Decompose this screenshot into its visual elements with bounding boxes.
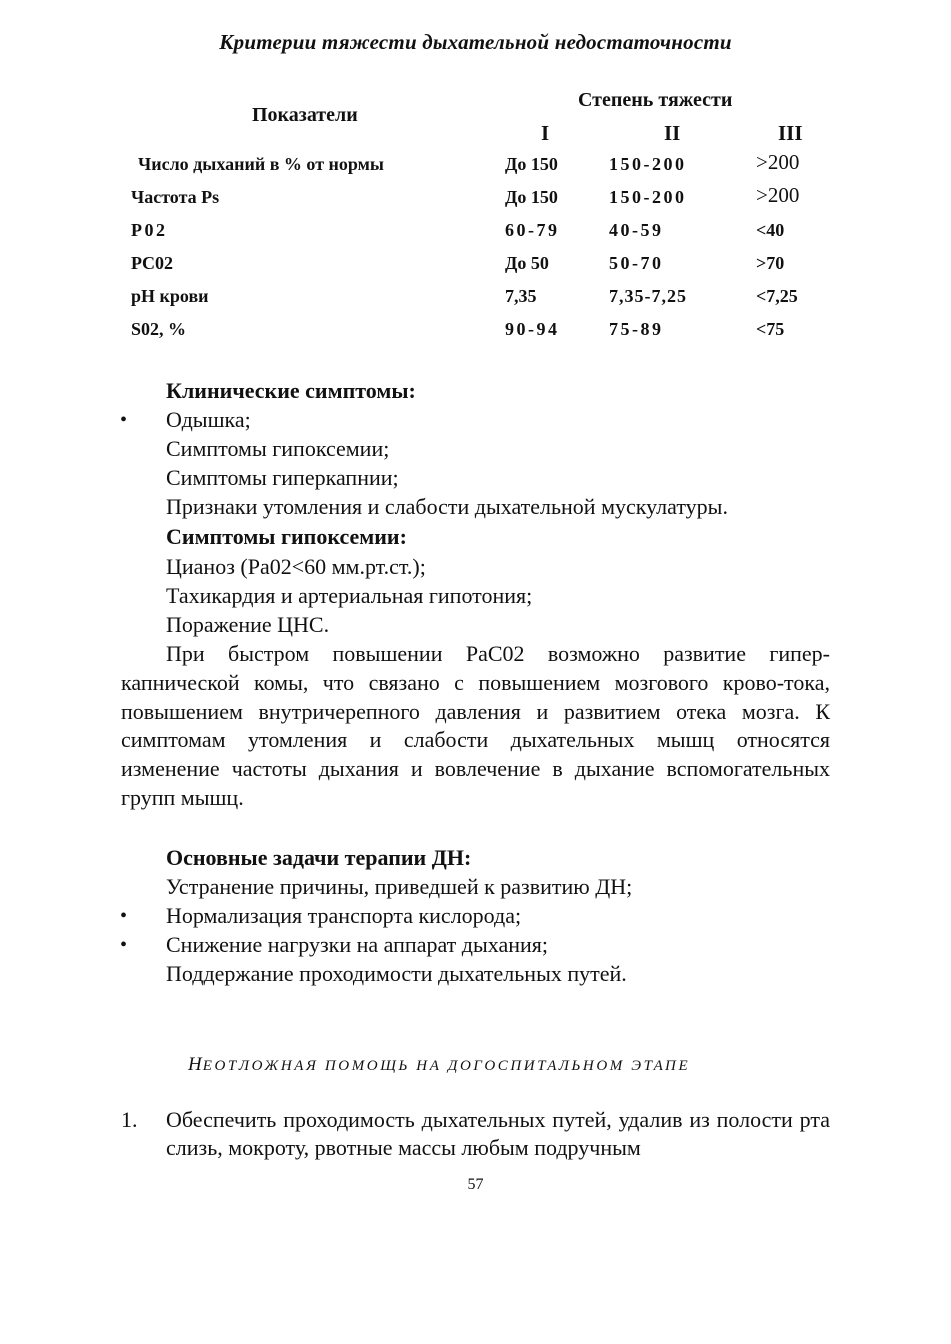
- numbered-item: [121, 1106, 830, 1162]
- table-row: [0, 183, 951, 219]
- therapy-tasks-heading: Основные задачи терапии ДН:: [166, 845, 472, 870]
- row-degree-3: <7,25: [756, 286, 798, 306]
- row-degree-1: 60-79: [505, 220, 560, 240]
- row-degree-2: 150-200: [609, 154, 687, 174]
- indicator-column-header: Показатели: [252, 104, 358, 126]
- body-paragraph: [121, 640, 830, 813]
- row-indicator: Число дыханий в % от нормы: [138, 154, 384, 174]
- row-indicator: P02: [131, 220, 168, 240]
- list-item: Симптомы гиперкапнии;: [166, 465, 399, 490]
- bullet-marker: •: [120, 934, 128, 956]
- row-degree-2: 150-200: [609, 187, 687, 207]
- row-degree-1: До 50: [505, 253, 549, 273]
- degree-header-2: II: [664, 121, 681, 145]
- list-item: Снижение нагрузки на аппарат дыхания;: [166, 932, 548, 957]
- list-item: Поражение ЦНС.: [166, 612, 330, 637]
- table-row: [0, 319, 951, 351]
- row-degree-2: 7,35-7,25: [609, 286, 687, 306]
- row-degree-2: 50-70: [609, 253, 664, 273]
- degree-header-1: I: [541, 121, 550, 145]
- row-degree-3: <40: [756, 220, 785, 240]
- item-number: 1.: [121, 1107, 138, 1132]
- table-row: [0, 253, 951, 285]
- row-degree-3: >200: [756, 150, 800, 174]
- table-row: [0, 220, 951, 252]
- item-text: Обеспечить проходимость дыхательных путей, удалив из полости рта слизь, мокроту, рвотные массы любым подручным: [166, 1107, 830, 1160]
- clinical-symptoms-heading: Клинические симптомы:: [166, 378, 416, 403]
- paragraph-text: При быстром повышении РаС02 возможно развитие гипер-капнической комы, что связано с повышением мозгового крово-тока, повышением внутричерепного давления и развитием отека мозга. К симптомам утомления и слабости дыхательных мышц относятся изменение частоты дыхания и вовлечение в дыхание вспомогательных групп мышц.: [121, 641, 830, 810]
- list-item: Поддержание проходимости дыхательных путей.: [166, 961, 627, 986]
- row-degree-3: <75: [756, 319, 785, 339]
- list-item: Устранение причины, приведшей к развитию ДН;: [166, 874, 633, 899]
- bullet-marker: •: [120, 409, 128, 431]
- row-degree-3: >70: [756, 253, 785, 273]
- row-degree-2: 75-89: [609, 319, 664, 339]
- row-indicator: PC02: [131, 253, 173, 273]
- row-degree-1: 90-94: [505, 319, 560, 339]
- row-indicator: pH крови: [131, 286, 209, 306]
- degree-header-3: III: [778, 121, 803, 145]
- page-number: 57: [467, 1176, 484, 1193]
- list-item: Одышка;: [166, 407, 251, 432]
- list-item: Симптомы гипоксемии;: [166, 436, 390, 461]
- heading-rest: ЕОТЛОЖНАЯ ПОМОЩЬ НА ДОГОСПИТАЛЬНОМ ЭТАПЕ: [202, 1058, 691, 1074]
- bullet-marker: •: [120, 905, 128, 927]
- page-title: Критерии тяжести дыхательной недостаточности: [219, 30, 732, 54]
- row-degree-1: 7,35: [505, 286, 537, 306]
- list-item: Признаки утомления и слабости дыхательной мускулатуры.: [166, 494, 728, 519]
- severity-column-header: Степень тяжести: [578, 89, 733, 111]
- table-row: [0, 286, 951, 318]
- hypoxemia-heading: Симптомы гипоксемии:: [166, 524, 407, 549]
- list-item: Цианоз (Ра02<60 мм.рт.ст.);: [166, 554, 426, 579]
- heading-initial: Н: [188, 1054, 203, 1075]
- table-row: [0, 150, 951, 186]
- list-item: Тахикардия и артериальная гипотония;: [166, 583, 533, 608]
- list-item: Нормализация транспорта кислорода;: [166, 903, 522, 928]
- row-degree-2: 40-59: [609, 220, 664, 240]
- row-indicator: S02, %: [131, 319, 187, 339]
- row-degree-3: >200: [756, 183, 800, 207]
- row-indicator: Частота Ps: [131, 187, 220, 207]
- emergency-section-heading: [188, 1054, 690, 1076]
- row-degree-1: До 150: [505, 187, 558, 207]
- row-degree-1: До 150: [505, 154, 558, 174]
